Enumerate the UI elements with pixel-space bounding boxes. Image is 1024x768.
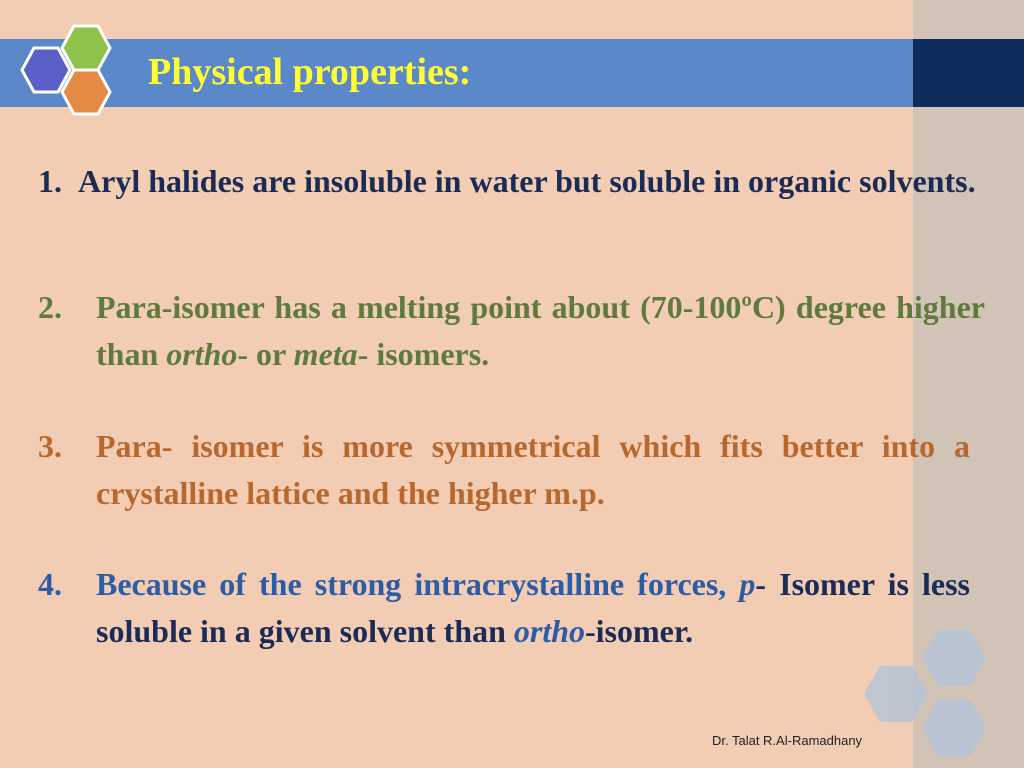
footer-author: Dr. Talat R.Al-Ramadhany <box>712 733 863 748</box>
list-item <box>38 284 985 378</box>
item-text: Para- isomer is more symmetrical which fits better into a crystalline lattice and the higher m.p. <box>96 428 970 511</box>
item-text: Para-isomer has a melting point about (70-100ºC) degree higher than ortho- or meta- isomers. <box>96 289 985 372</box>
item-number: 2. <box>38 289 62 325</box>
item-number: 1. <box>38 163 62 199</box>
item-number: 3. <box>38 428 62 464</box>
slide-title: Physical properties: <box>148 51 472 93</box>
green-hexagon <box>62 26 110 70</box>
orange-hexagon <box>62 70 110 114</box>
list-item <box>38 423 970 517</box>
title-bar-accent <box>913 39 1024 107</box>
hexagon-logo-icon <box>0 0 140 130</box>
item-text: Because of the strong intracrystalline forces, p- Isomer is less soluble in a given solvent than ortho-isomer. <box>96 566 971 649</box>
blue-hexagon <box>22 48 70 92</box>
item-text: Aryl halides are insoluble in water but soluble in organic solvents. <box>78 163 976 199</box>
item-number: 4. <box>38 566 62 602</box>
list-item <box>38 158 988 205</box>
decorative-hexagons-icon <box>855 628 995 763</box>
list-item <box>38 561 970 655</box>
